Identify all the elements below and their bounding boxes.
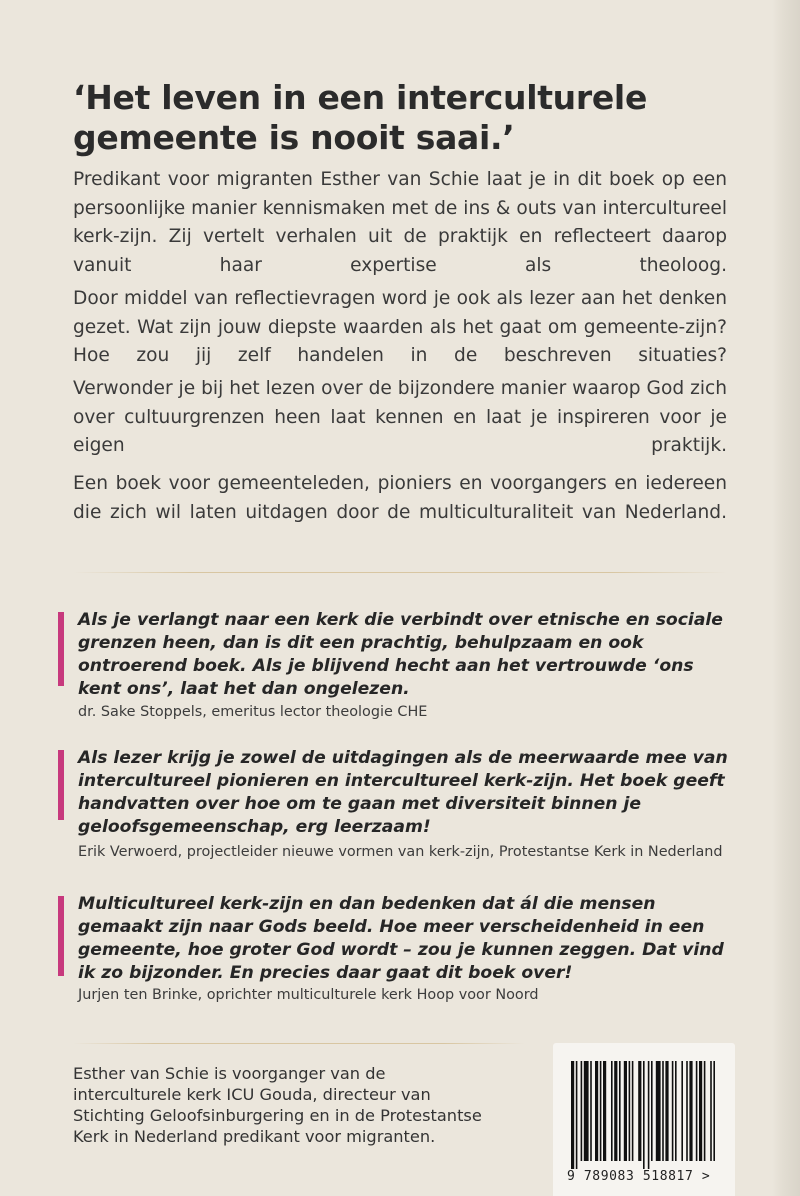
barcode [553, 1043, 735, 1196]
barcode-bars [569, 1061, 719, 1173]
quote-author: Jurjen ten Brinke, oprichter multiculturele kerk Hoop voor Noord [78, 987, 539, 1003]
headline [73, 78, 733, 158]
divider [73, 1043, 525, 1044]
author-bio: Esther van Schie is voorganger van de interculturele kerk ICU Gouda, directeur van Stichting Geloofsinburgering en in de Protestantse Kerk in Nederland predikant voor migranten. [73, 1064, 482, 1146]
divider [73, 572, 727, 573]
quote-author: dr. Sake Stoppels, emeritus lector theologie CHE [78, 704, 428, 720]
intro-paragraph: Predikant voor migranten Esther van Schie laat je in dit boek op een persoonlijke manier kennismaken met de ins & outs van intercultureel kerk-zijn. Zij vertelt verhalen uit de praktijk en reflecteert daarop vanuit haar expertise als theoloog. [73, 169, 727, 276]
reflection-paragraph: Door middel van reflectievragen word je ook als lezer aan het denken gezet. Wat zijn jouw diepste waarden als het gaat om gemeente-zijn? Hoe zou jij zelf handelen in de beschreven situaties? [73, 288, 727, 366]
quote-text: Als lezer krijg je zowel de uitdagingen als de meerwaarde mee van intercultureel pionieren en intercultureel kerk-zijn. Het boek geeft handvatten over hoe om te gaan met diversiteit binnen je geloofsgemeenschap, erg leerzaam! [78, 748, 728, 837]
quote-accent-bar [58, 750, 64, 820]
quote-accent-bar [58, 896, 64, 976]
book-spine-edge [772, 0, 800, 1196]
quote-text: Als je verlangt naar een kerk die verbindt over etnische en sociale grenzen heen, dan is dit een prachtig, behulpzaam en ook ontroerend boek. Als je blijvend hecht aan het vertrouwde ‘ons kent ons’, laat het dan ongelezen. [78, 610, 723, 699]
wonder-paragraph: Verwonder je bij het lezen over de bijzondere manier waarop God zich over cultuurgrenzen heen laat kennen en laat je inspireren voor je eigen praktijk. [73, 378, 727, 456]
quote-author: Erik Verwoerd, projectleider nieuwe vormen van kerk-zijn, Protestantse Kerk in Nederland [78, 844, 723, 860]
headline-line-1: ‘Het leven in een interculturele [73, 78, 648, 117]
quote-accent-bar [58, 612, 64, 686]
quote-text: Multicultureel kerk-zijn en dan bedenken dat ál die mensen gemaakt zijn naar Gods beeld. Hoe meer verscheidenheid in een gemeente, hoe groter God wordt – zou je kunnen zeggen. Dat vind ik zo bijzonder. En precies daar gaat dit boek over! [78, 894, 724, 983]
audience-paragraph: Een boek voor gemeenteleden, pioniers en voorgangers en iedereen die zich wil laten uitdagen door de multiculturaliteit van Nederland. [73, 473, 727, 523]
isbn-number: 9 789083 518817 > [567, 1169, 711, 1184]
headline-line-2: gemeente is nooit saai.’ [73, 118, 515, 157]
